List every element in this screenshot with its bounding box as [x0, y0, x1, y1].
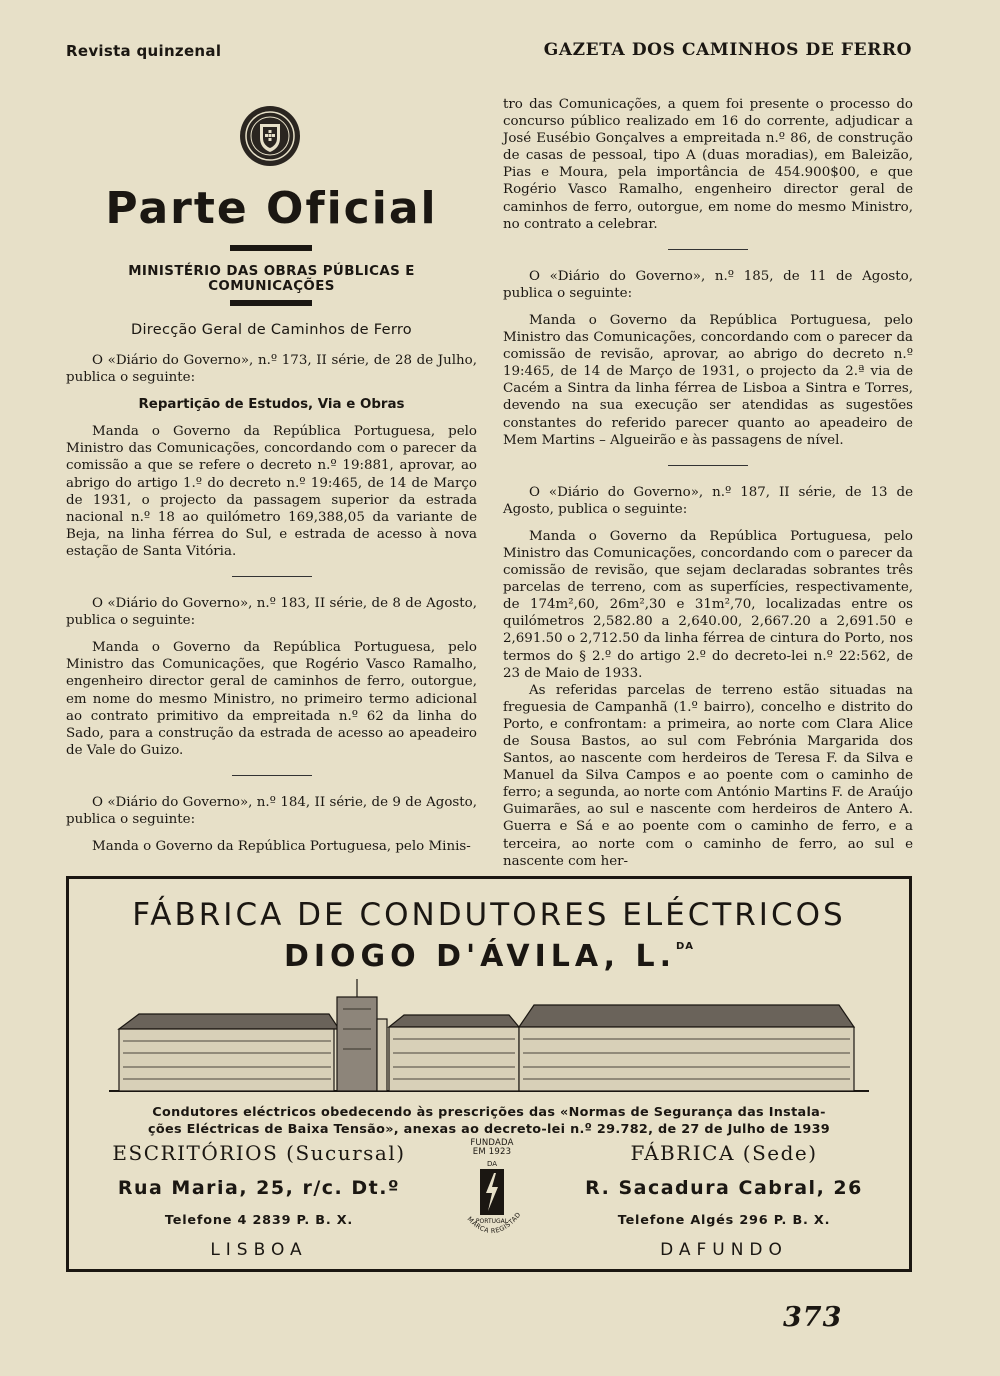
- direccao-heading: Direcção Geral de Caminhos de Ferro: [131, 322, 412, 338]
- separator: [232, 576, 312, 577]
- separator: [668, 465, 748, 466]
- lightning-logo-icon: [450, 1157, 534, 1243]
- brand-logo: [450, 1139, 534, 1259]
- factory-phone: Telefone Algés 296 P. B. X.: [617, 1213, 831, 1228]
- separator: [668, 249, 748, 250]
- paragraph: O «Diário do Governo», n.º 185, de 11 de Agosto, publica o seguinte:: [503, 268, 913, 301]
- logo-portugal: PORTUGAL: [475, 1218, 509, 1225]
- right-column: [503, 96, 913, 880]
- ministry-underline: [230, 300, 312, 306]
- paragraph: Manda o Governo da República Portuguesa, pelo Minis-: [92, 839, 471, 855]
- paragraph: Manda o Governo da República Portuguesa, pelo Ministro das Comunicações, concordando com o parecer da comissão a que se refere o decreto n.º 19:881, aprovar, ao abrigo do artigo 1.º do decreto n.º 19:465, de 14 de Março de 1931, o projecto da passagem superior da estrada nacional n.º 18 ao quilómetro 169,388,05 da variante de Beja, na linha férrea do Sul, e estrada de acesso à nova estação de Santa Vitória.: [66, 424, 477, 559]
- ad-company-sup: DA: [675, 941, 695, 952]
- coat-of-arms-icon: [238, 104, 302, 168]
- paragraph: Manda o Governo da República Portuguesa, pelo Ministro das Comunicações, concordando com o parecer da comissão de revisão, aprovar, ao abrigo do decreto n.º 19:465, de 14 de Março de 1931, o projecto da 2.ª via de Cacém a Sintra da linha férrea de Lisboa a Sintra e Torres, devendo na sua execução ser atendidas as sugestões constantes do referido parecer quanto ao apeadeiro de Mem Martins – Algueirão e às passagens de nível.: [503, 312, 913, 448]
- paragraph: O «Diário do Governo», n.º 183, II série, de 8 de Agosto, publica o seguinte:: [66, 596, 477, 629]
- separator: [232, 775, 312, 776]
- logo-marca: MARCA REGISTAD: [465, 1210, 523, 1236]
- paragraph: Manda o Governo da República Portuguesa, pelo Ministro das Comunicações, concordando com o parecer da comissão de revisão, que sejam declaradas sobrantes três parcelas de terreno, com as superfícies, respectivamente, de 174m²,60, 26m²,30 e 31m²,70, localizadas entre os quilómetros 2,582.80 a 2,640.00, 2,667.20 a 2,691.50 e 2,691.50 o 2,712.50 da linha férrea de cintura do Porto, nos termos do § 2.º do artigo 2.º do decreto-lei n.º 22:562, de 23 de Maio de 1933.: [503, 528, 913, 681]
- ad-description-line: ções Eléctricas de Baixa Tensão», anexas ao decreto-lei n.º 29.782, de 27 de Julho de 1939: [147, 1122, 831, 1137]
- factory-heading: FÁBRICA (Sede): [630, 1141, 818, 1165]
- ad-title: FÁBRICA DE CONDUTORES ELÉCTRICOS: [132, 897, 846, 933]
- ministry-heading: MINISTÉRIO DAS OBRAS PÚBLICAS E COMUNICAÇÕES: [128, 264, 415, 294]
- header-right: GAZETA DOS CAMINHOS DE FERRO: [543, 40, 912, 60]
- office-city: LISBOA: [210, 1240, 308, 1260]
- office-heading: ESCRITÓRIOS (Sucursal): [112, 1141, 406, 1165]
- factory-city: DAFUNDO: [660, 1240, 788, 1260]
- logo-da: DA: [486, 1160, 498, 1168]
- factory-address: R. Sacadura Cabral, 26: [585, 1177, 863, 1199]
- ad-office-block: [89, 1141, 429, 1260]
- page-number: 373: [783, 1302, 843, 1333]
- advertisement: [66, 876, 912, 1272]
- title-underline: [230, 245, 312, 251]
- paragraph: O «Diário do Governo», n.º 187, II série, de 13 de Agosto, publica o seguinte:: [503, 484, 913, 517]
- logo-year: EM 1923: [472, 1147, 512, 1157]
- paragraph: tro das Comunicações, a quem foi presente o processo do concurso público realizado em 16 do corrente, adjudicar a José Eusébio Gonçalves a empreitada n.º 86, de construção de casas de pessoal, tipo A (duas moradias), em Baleizão, Pias e Moura, pela importância de 454.900$00, e que Rogério Vasco Ramalho, engenheiro director geral de caminhos de ferro, outorgue, em nome do mesmo Ministro, no contrato a celebrar.: [503, 97, 913, 232]
- header-left: Revista quinzenal: [66, 42, 222, 60]
- office-phone: Telefone 4 2839 P. B. X.: [164, 1213, 354, 1228]
- ad-description-line: Condutores eléctricos obedecendo às prescrições das «Normas de Segurança das Instala-: [152, 1105, 826, 1120]
- ad-company-name: [69, 939, 909, 974]
- office-address: Rua Maria, 25, r/c. Dt.º: [117, 1177, 401, 1199]
- paragraph: As referidas parcelas de terreno estão situadas na freguesia de Campanhã (1.º bairro), concelho e distrito do Porto, e confrontam: a primeira, ao norte com Clara Alice de Sousa Bastos, ao sul com Febrónia Margarida dos Santos, ao nascente com herdeiros de Teresa F. da Silva e Manuel da Silva Campos e ao poente com o caminho de ferro; a segunda, ao norte com António Martins F. de Araújo Guimarães, ao sul e nascente com herdeiros de Antero A. Guerra e Sá e ao poente com o caminho de ferro, e a terceira, ao norte com o caminho de ferro, ao sul e nascente com her-: [503, 682, 913, 869]
- factory-building-illustration: [109, 979, 869, 1099]
- paragraph: O «Diário do Governo», n.º 173, II série, de 28 de Julho, publica o seguinte:: [66, 353, 477, 386]
- ad-factory-block: [539, 1141, 909, 1260]
- left-column: [66, 352, 477, 865]
- logo-fundada: FUNDADA: [470, 1138, 514, 1148]
- paragraph: O «Diário do Governo», n.º 184, II série, de 9 de Agosto, publica o seguinte:: [66, 794, 477, 827]
- page-title: Parte Oficial: [105, 183, 438, 234]
- paragraph: Manda o Governo da República Portuguesa, pelo Ministro das Comunicações, que Rogério Vasco Ramalho, engenheiro director geral de caminhos de ferro, outorgue, em nome do mesmo Ministro, no primeiro termo adicional ao contrato primitivo da empreitada n.º 62 da linha do Sado, para a construção da estrada de acesso ao apeadeiro de Vale do Guizo.: [66, 640, 477, 758]
- ad-description: [89, 1104, 889, 1138]
- subheading: Repartição de Estudos, Via e Obras: [138, 397, 405, 413]
- ad-company-text: DIOGO D'ÁVILA, L.: [283, 939, 676, 974]
